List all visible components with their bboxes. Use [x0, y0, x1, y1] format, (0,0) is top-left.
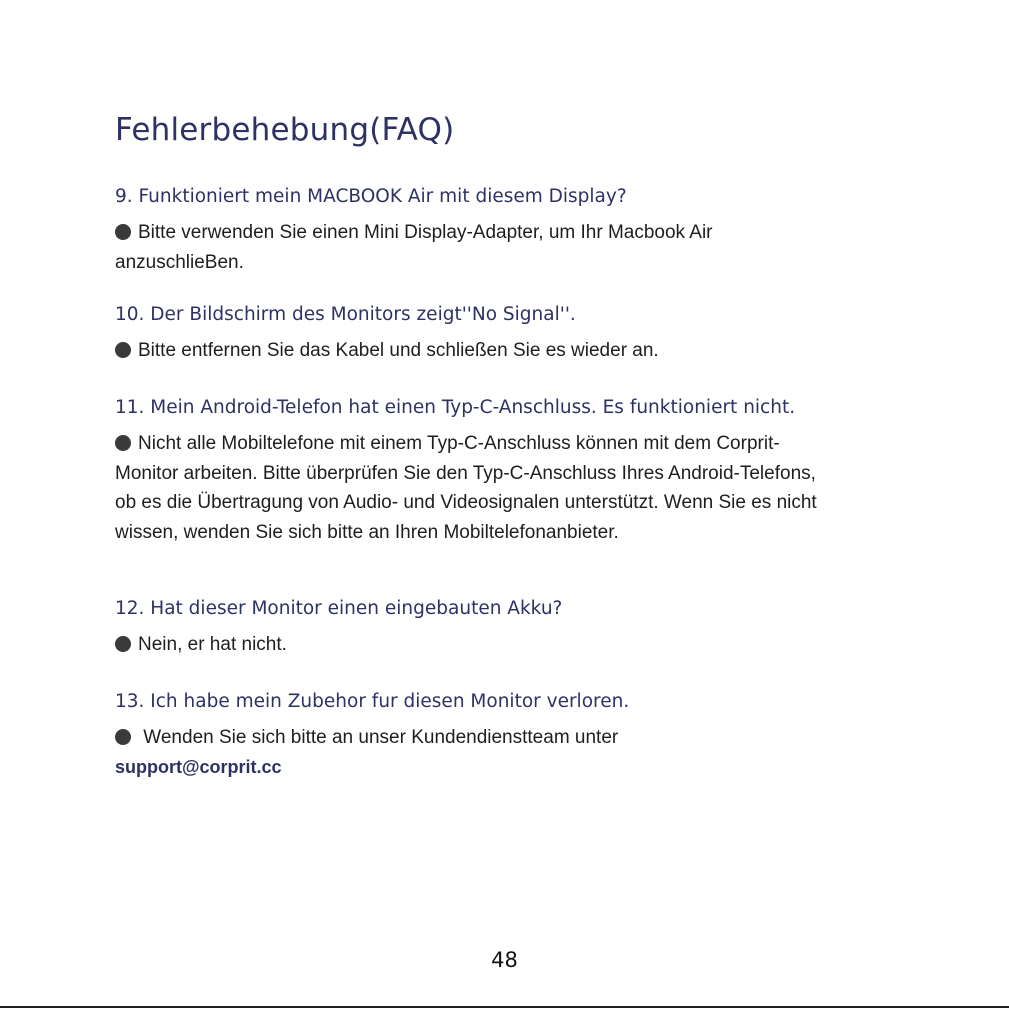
faq-item-10 [115, 302, 915, 366]
bullet-icon [115, 435, 131, 451]
faq-question: 12. Hat dieser Monitor einen eingebauten Akku? [115, 598, 563, 619]
faq-answer-text: Bitte verwenden Sie einen Mini Display-Adapter, um Ihr Macbook Air anzuschlieBen. [115, 222, 713, 273]
page-title: Fehlerbehebung(FAQ) [115, 112, 455, 148]
bullet-icon [115, 636, 131, 652]
faq-answer [115, 336, 835, 366]
faq-answer-text: Wenden Sie sich bitte an unser Kundendienstteam unter [138, 727, 619, 748]
faq-question: 10. Der Bildschirm des Monitors zeigt''No Signal''. [115, 304, 576, 325]
faq-answer [115, 218, 835, 277]
faq-item-12 [115, 596, 915, 660]
faq-question: 13. Ich habe mein Zubehor fur diesen Monitor verloren. [115, 691, 630, 712]
bullet-icon [115, 729, 131, 745]
faq-answer [115, 630, 835, 660]
faq-item-13 [115, 689, 915, 782]
faq-answer-text: Nicht alle Mobiltelefone mit einem Typ-C-Anschluss können mit dem Corprit-Monitor arbeiten. Bitte überprüfen Sie den Typ-C-Anschluss Ihres Android-Telefons, ob es die Übertragung von Audio- und Videosignalen unterstützt. Wenn Sie es nicht wissen, wenden Sie sich bitte an Ihren Mobiltelefonanbieter. [115, 433, 817, 543]
support-email-link[interactable]: support@corprit.cc [115, 756, 282, 777]
faq-answer [115, 429, 835, 547]
faq-answer-text: Nein, er hat nicht. [138, 634, 287, 655]
bullet-icon [115, 342, 131, 358]
faq-item-11 [115, 395, 915, 547]
faq-answer-text: Bitte entfernen Sie das Kabel und schließen Sie es wieder an. [138, 340, 659, 361]
faq-item-9 [115, 184, 915, 277]
faq-question: 11. Mein Android-Telefon hat einen Typ-C-Anschluss. Es funktioniert nicht. [115, 397, 796, 418]
bullet-icon [115, 224, 131, 240]
page-number: 48 [491, 948, 518, 972]
faq-question: 9. Funktioniert mein MACBOOK Air mit diesem Display? [115, 186, 627, 207]
faq-answer [115, 723, 835, 782]
footer-divider [0, 1006, 1009, 1008]
